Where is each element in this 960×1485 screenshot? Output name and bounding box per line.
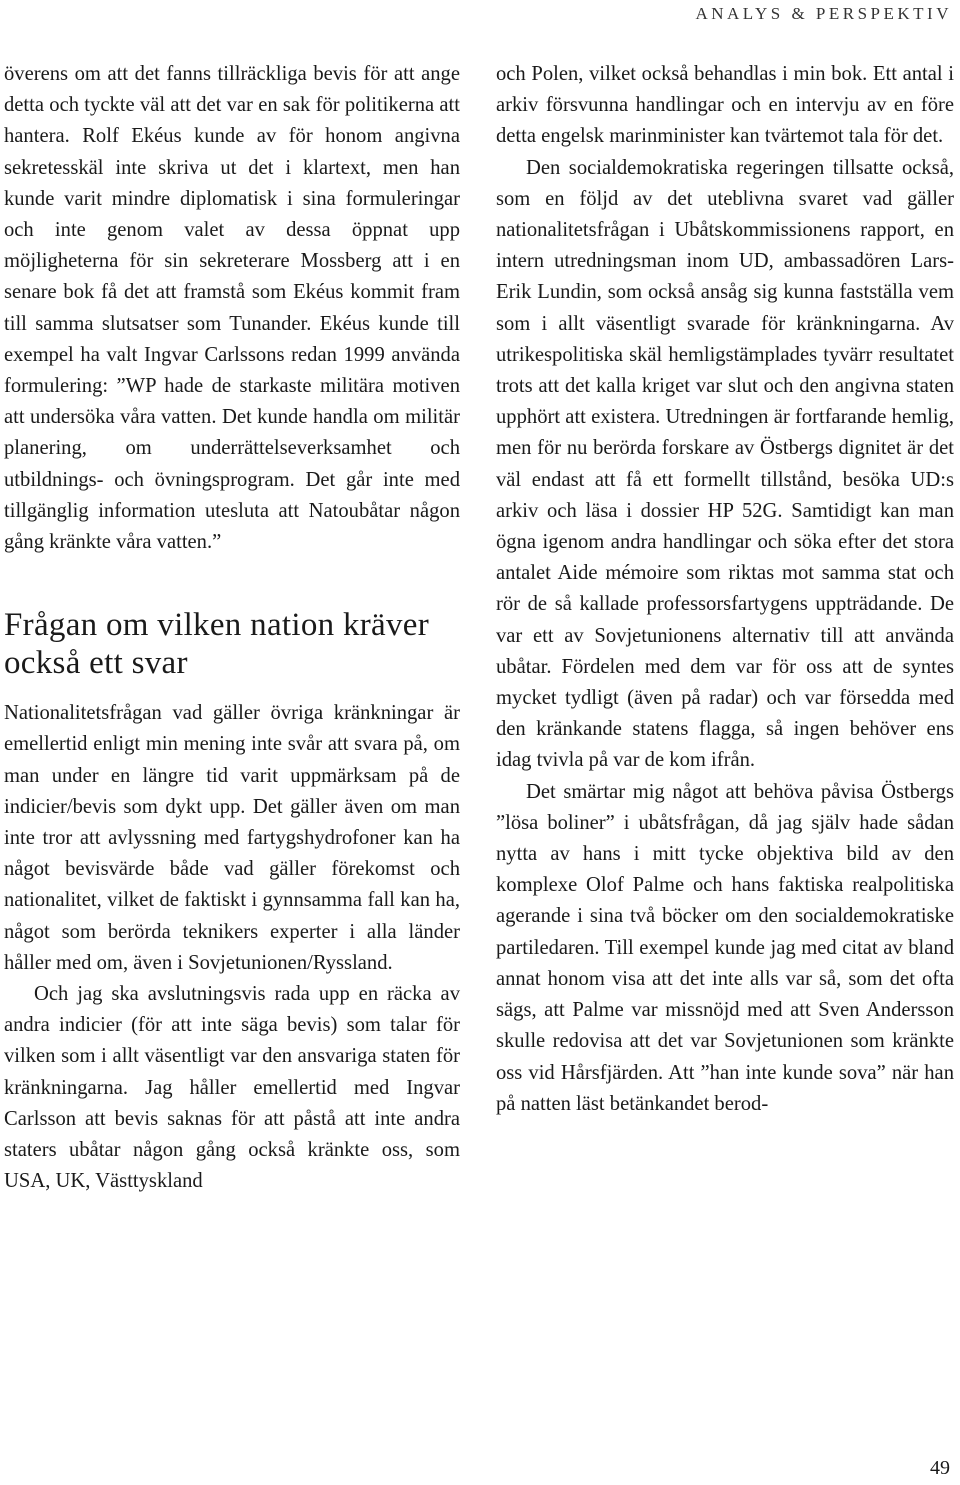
- right-column: [496, 59, 954, 1120]
- body-paragraph: Den socialdemokratiska regeringen tillsatte också, som en följd av det uteblivna svaret vad gäller nationalitetsfrågan i Ubåtskommissionens rapport, en intern utredningsman inom UD, ambassadören Lars-Erik Lundin, som också ansåg sig kunna fastställa vem som i allt väsentligt svarade för kränkningarna. Av utrikespolitiska skäl hemligstämplades tyvärr resultatet trots att det kalla kriget var slut och den angivna staten upphört att existera. Utredningen är fortfarande hemlig, men för nu berörda forskare av Östbergs dignitet är det väl endast att få ett formellt tillstånd, besöka UD:s arkiv och läsa i dossier HP 52G. Samtidigt kan man ögna igenom andra handlingar och söka efter det stora antalet Aide mémoire som riktas mot samma stat och rör de så kallade professorsfartygens uppträdande. De var ett av Sovjetunionens alternativ till att använda ubåtar. Fördelen med dem var för oss att de syntes mycket tydligt (även på radar) och var försedda med den kränkande statens flagga, så ingen behöver ens idag tvivla på var de kom ifrån.: [496, 156, 954, 772]
- page-number: 49: [930, 1457, 950, 1479]
- section-heading: Frågan om vilken nation kräver också ett svar: [4, 607, 430, 682]
- body-paragraph: Och jag ska avslutningsvis rada upp en räcka av andra indicier (för att inte säga bevis) som talar för vilken som i allt väsentligt var den ansvariga staten för kränkningarna. Jag håller emellertid med Ingvar Carlsson att bevis saknas för att påstå att inte andra staters ubåtar någon gång också kränkte oss, som USA, UK, Västtyskland: [4, 983, 460, 1193]
- running-head: ANALYS & PERSPEKTIV: [695, 4, 952, 23]
- body-paragraph: Det smärtar mig något att behöva påvisa Östbergs ”lösa boliner” i ubåtsfrågan, då jag själv hade sådan nytta av hans i mitt tycke objektiva bild av den komplexe Olof Palme och hans faktiska realpolitiska agerande i sina två böcker om den socialdemokratiske partiledaren. Till exempel kunde jag med citat av bland annat honom visa att det inte alls var så, som det ofta sägs, att Palme var missnöjd med att Sven Andersson skulle redovisa att det var Sovjetunionen som kränkte oss vid Hårsfjärden. Att ”han inte kunde sova” när han på natten läst betänkandet berod-: [496, 780, 954, 1115]
- body-paragraph: Nationalitetsfrågan vad gäller övriga kränkningar är emellertid enligt min mening inte svår att svara på, om man under en längre tid varit uppmärksam på de indicier/bevis som dykt upp. Det gäller även om man inte tror att avlyssning med fartygshydrofoner kan ha något bevisvärde både vad gäller förekomst och nationalitet, vilket de faktiskt i gynnsamma fall kan ha, något som berörda teknikers experter i alla länder håller med om, även i Sovjetunionen/Ryssland.: [4, 702, 460, 974]
- body-paragraph: och Polen, vilket också behandlas i min bok. Ett antal i arkiv försvunna handlingar och en intervju av en före detta engelsk marinminister kan tvärtemot tala för det.: [496, 63, 954, 148]
- left-column: [4, 59, 460, 1198]
- body-paragraph: överens om att det fanns tillräckliga bevis för att ange detta och tyckte väl att det var en sak för politikerna att hantera. Rolf Ekéus kunde av för honom angivna sekretesskäl inte skriva ut det i klartext, men han kunde varit mindre diplomatisk i sina formuleringar och inte genom valet av dessa öppnat upp möjligheterna för sin sekreterare Mossberg att i en senare bok få det att framstå som Ekéus kommit fram till samma slutsatser som Tunander. Ekéus kunde till exempel ha valt Ingvar Carlssons redan 1999 använda formulering: ”WP hade de starkaste militära motiven att undersöka våra vatten. Det kunde handla om militär planering, om underrättelseverksamhet och utbildnings- och övningsprogram. Det går inte med tillgänglig information utesluta att Natoubåtar någon gång kränkte våra vatten.”: [4, 63, 460, 554]
